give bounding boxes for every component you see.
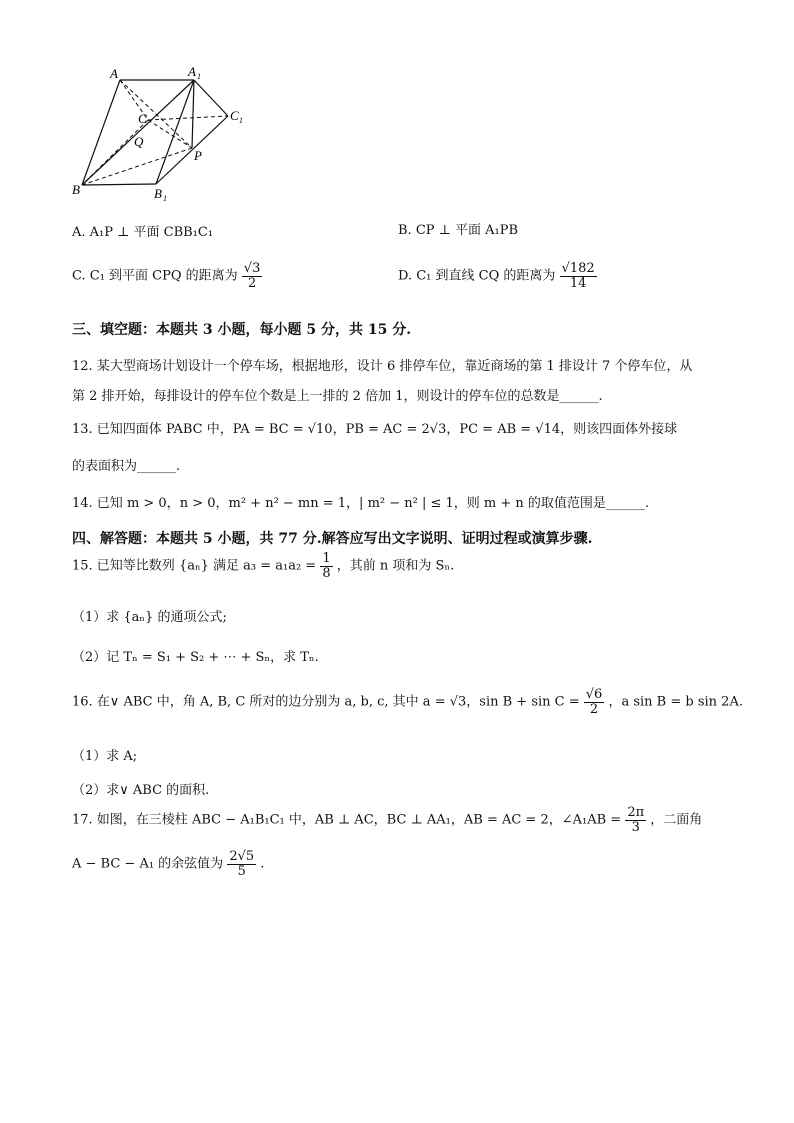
q14-line1: 14. 已知 m > 0，n > 0，m² + n² − mn = 1，| m² − n² | ≤ 1，则 m + n 的取值范围是______.	[72, 496, 650, 511]
option-c	[72, 262, 262, 290]
edge-A1-B1	[156, 80, 194, 184]
label-B1-sub: 1	[163, 194, 167, 203]
q15-den: 8	[322, 565, 331, 581]
q17-num2: 2√5	[229, 849, 255, 864]
option-c-text: C. C₁ 到平面 CPQ 的距离为	[72, 268, 238, 284]
q17-den2: 5	[237, 863, 246, 879]
q17-line2-pre: A − BC − A₁ 的余弦值为	[72, 856, 224, 872]
label-A1-sub: 1	[197, 72, 201, 81]
label-C1: C	[230, 108, 239, 123]
label-C: C	[138, 111, 147, 126]
label-B: B	[72, 182, 80, 197]
dashed-C-B	[82, 120, 148, 185]
edge-A1-C1	[194, 80, 228, 116]
option-d-text: D. C₁ 到直线 CQ 的距离为	[398, 268, 556, 284]
q17-stem	[72, 806, 702, 834]
q13-line1: 13. 已知四面体 PABC 中，PA = BC = √10，PB = AC = 2√3，PC = AB = √14，则该四面体外接球	[72, 422, 678, 437]
q16-part2: （2）求∨ ABC 的面积.	[72, 783, 210, 798]
edge-C1-B1	[156, 116, 228, 184]
label-Q: Q	[134, 134, 144, 149]
q16-post: ，a sin B = b sin 2A.	[608, 694, 743, 710]
q17-pre: 17. 如图，在三棱柱 ABC − A₁B₁C₁ 中，AB ⊥ AC，BC ⊥ AA₁，AB = AC = 2，∠A₁AB =	[72, 812, 622, 828]
dashed-B-P	[82, 148, 192, 185]
q12-line2: 第 2 排开始，每排设计的停车位个数是上一排的 2 倍加 1，则设计的停车位的总数是______.	[72, 389, 603, 404]
q17-num: 2π	[627, 805, 645, 820]
option-d-den: 14	[569, 275, 587, 291]
option-c-den: 2	[247, 275, 257, 291]
option-d-num: √182	[561, 261, 595, 276]
edge-A1-B	[82, 80, 194, 185]
section-3-title: 三、填空题：本题共 3 小题，每小题 5 分，共 15 分.	[72, 322, 412, 338]
q17-line2-post: .	[260, 856, 265, 872]
q12-line1: 12. 某大型商场计划设计一个停车场，根据地形，设计 6 排停车位，靠近商场的第 1 排设计 7 个停车位，从	[72, 359, 693, 374]
section-4-title: 四、解答题：本题共 5 小题，共 77 分.解答应写出文字说明、证明过程或演算步骤.	[72, 531, 593, 547]
q15-stem	[72, 552, 454, 580]
q17-line2	[72, 850, 264, 878]
label-B1: B	[154, 186, 162, 201]
option-a: A. A₁P ⊥ 平面 CBB₁C₁	[72, 225, 214, 240]
option-b: B. CP ⊥ 平面 A₁PB	[398, 223, 519, 238]
q15-fraction	[320, 552, 332, 580]
q15-part2: （2）记 Tₙ = S₁ + S₂ + ⋯ + Sₙ，求 Tₙ.	[72, 650, 319, 665]
q15-part1: （1）求 {aₙ} 的通项公式;	[72, 610, 227, 625]
option-d-fraction	[560, 262, 597, 290]
q17-fraction	[625, 806, 646, 834]
q15-post: ，其前 n 项和为 Sₙ.	[336, 558, 455, 574]
label-A1: A	[188, 64, 196, 79]
q15-pre: 15. 已知等比数列 {aₙ} 满足 a₃ = a₁a₂ =	[72, 558, 317, 574]
option-c-fraction	[242, 262, 263, 290]
q17-post: ，二面角	[650, 812, 703, 828]
q16-den: 2	[589, 701, 599, 717]
label-A: A	[110, 66, 118, 81]
q16-stem	[72, 688, 743, 716]
q17-fraction2	[227, 850, 256, 878]
option-d	[398, 262, 597, 290]
edge-A-B	[82, 80, 120, 185]
option-c-num: √3	[243, 261, 261, 276]
q17-den: 3	[631, 819, 640, 835]
q16-part1: （1）求 A;	[72, 749, 138, 764]
q16-pre: 16. 在∨ ABC 中，角 A, B, C 所对的边分别为 a, b, c, 其中 a = √3，sin B + sin C =	[72, 694, 580, 710]
edge-A1-P	[192, 80, 194, 148]
q15-num: 1	[322, 551, 331, 566]
dashed-C-C1	[148, 116, 228, 120]
prism-figure	[60, 60, 260, 210]
dashed-C-P	[148, 120, 192, 148]
q16-num: √6	[585, 687, 603, 702]
label-P: P	[194, 148, 202, 163]
q16-fraction	[584, 688, 605, 716]
edge-B-B1	[82, 184, 156, 185]
label-C1-sub: 1	[239, 116, 243, 125]
q13-line2: 的表面积为______.	[72, 459, 181, 474]
